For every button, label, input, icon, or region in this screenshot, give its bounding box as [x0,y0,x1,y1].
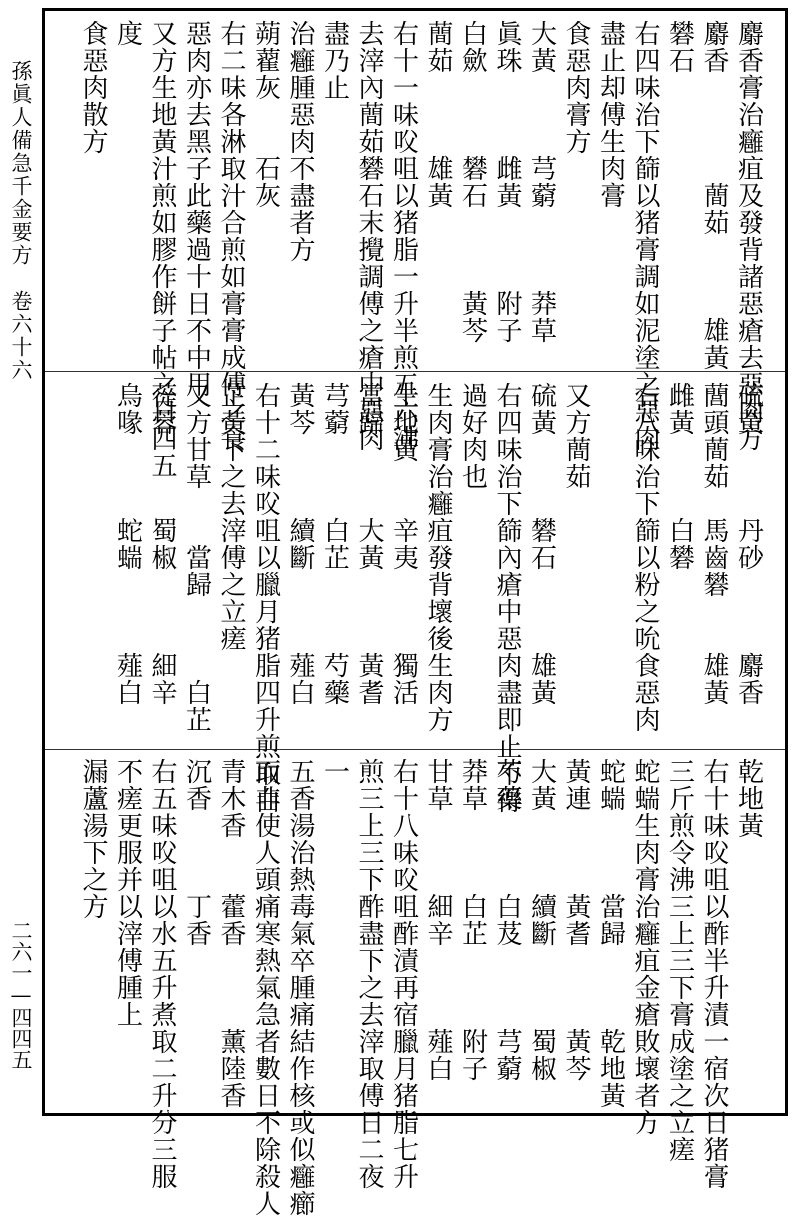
text-column: 䕡頭蕳茹 馬齒礬 雄黃 [699,382,729,706]
text-column: 又方甘草 當歸 白芷 [181,382,212,733]
text-column: 芷黃下之去滓傅之立瘥 [216,382,246,652]
text-column: 度 [112,20,143,47]
page-number-margin: 二六一—四四五 [9,920,33,1070]
text-column: 硫黃 丹砂 麝香 [733,382,764,706]
text-column: 黃連 黃耆 黃芩 [561,758,591,1082]
text-column: 蛇𧍒生肉膏治癰疽金瘡敗壞者方 [630,758,660,1136]
text-column: 食惡肉膏方 [561,20,591,155]
text-column: 甘草 細辛 薤白 [423,758,453,1082]
text-column: 而非使人頭痛寒熱氣急者數日不除殺人 [250,758,281,1217]
text-column: 右五味㕮咀以水五升煮取二升分三服 [147,758,177,1190]
text-column: 右二味各淋取汁合煎如膏膏成傅之食 [216,20,246,452]
text-column: 莽草 白芷 附子 [457,758,488,1082]
text-column: 沉香 丁香 [181,758,212,947]
text-column: 三斤煎令沸三上三下膏成塗之立瘥 [664,758,695,1163]
text-column: 過好肉也 [457,382,488,490]
text-column: 盡乃止 [319,20,350,101]
text-column: 右八味治下篩以粉之吮食惡肉 [630,382,660,733]
text-column: 蒴藋灰 石灰 [250,20,281,209]
text-column: 當歸 大黃 黃耆 [354,382,384,706]
text-column: 食惡肉散方 [78,20,108,155]
text-column: 右十二味㕮咀以臘月猪脂四升煎取白 [250,382,281,814]
text-column: 麝香 蕳茹 雄黃 [699,20,729,371]
text-column: 右十味㕮咀以酢半升漬一宿次日猪膏 [699,758,729,1190]
text-column: 盡止却傅生肉膏 [595,20,626,209]
text-column: 惡肉亦去黑子此藥過十日不中用 [181,20,212,398]
text-column: 白歛 礬石 黃芩 [457,20,488,344]
text-column: 麝香膏治癰疽及發背諸惡瘡去惡肉方 [733,20,764,452]
text-column: 蕳茹 雄黃 [423,20,453,209]
text-column: 蛇𧍒 當歸 乾地黃 [595,758,626,1109]
text-column: 右十一味㕮咀以猪脂一升半煎五六沸 [388,20,419,452]
text-column: 又方生地黃汁煎如膠作餅子帖之日四五 [147,20,177,479]
text-column: 青木香 藿香 薰陸香 [216,758,246,1109]
text-column: 烏喙 蛇𧍒 薤白 [112,382,143,706]
text-column: 大黃 續斷 蜀椒 [526,758,557,1082]
text-column: 一 [319,758,350,785]
text-column: 大黃 芎藭 莽草 [526,20,557,344]
text-column: 硫黃 礬石 雄黃 [526,382,557,706]
text-column: 蓯蓉 蜀椒 細辛 [147,382,177,706]
text-column: 又方蕳茹 [561,382,591,490]
text-column: 去滓內蕳茹礬石末攪調傅之瘡中惡肉 [354,20,384,452]
text-column: 乾地黃 [733,758,764,839]
text-column: 五香湯治熱毒氣卒腫痛結作核或似癰癤 [285,758,315,1217]
text-column: 漏蘆湯下之方 [78,758,108,920]
text-column: 雌黃 白礬 [664,382,695,571]
text-column: 生地黃 辛夷 獨活 [388,382,419,706]
text-column: 右十八味㕮咀酢漬再宿臘月猪脂七升 [388,758,419,1190]
text-column: 芍藥 白芨 芎藭 [492,758,522,1082]
text-column: 右四味治下篩以猪膏調如泥塗之惡肉 [630,20,660,452]
text-column: 不瘥更服并以滓傅腫上 [112,758,143,1028]
text-column: 治癰腫惡肉不盡者方 [285,20,315,263]
text-column: 生肉膏治癰疽發背壞後生肉方 [423,382,453,733]
text-column: 煎三上三下酢盡下之去滓取傅日二夜 [354,758,384,1190]
text-column: 黃芩 續斷 薤白 [285,382,315,706]
panel-divider [45,749,785,750]
text-column: 眞珠 雌黃 附子 [492,20,522,344]
text-column: 芎藭 白芷 芍藥 [319,382,350,706]
text-column: 右四味治下篩內瘡中惡肉盡即止不得 [492,382,522,814]
book-title-margin: 孫眞人備急千金要方 卷六十六 [9,60,33,382]
text-column: 礬石 [664,20,695,263]
